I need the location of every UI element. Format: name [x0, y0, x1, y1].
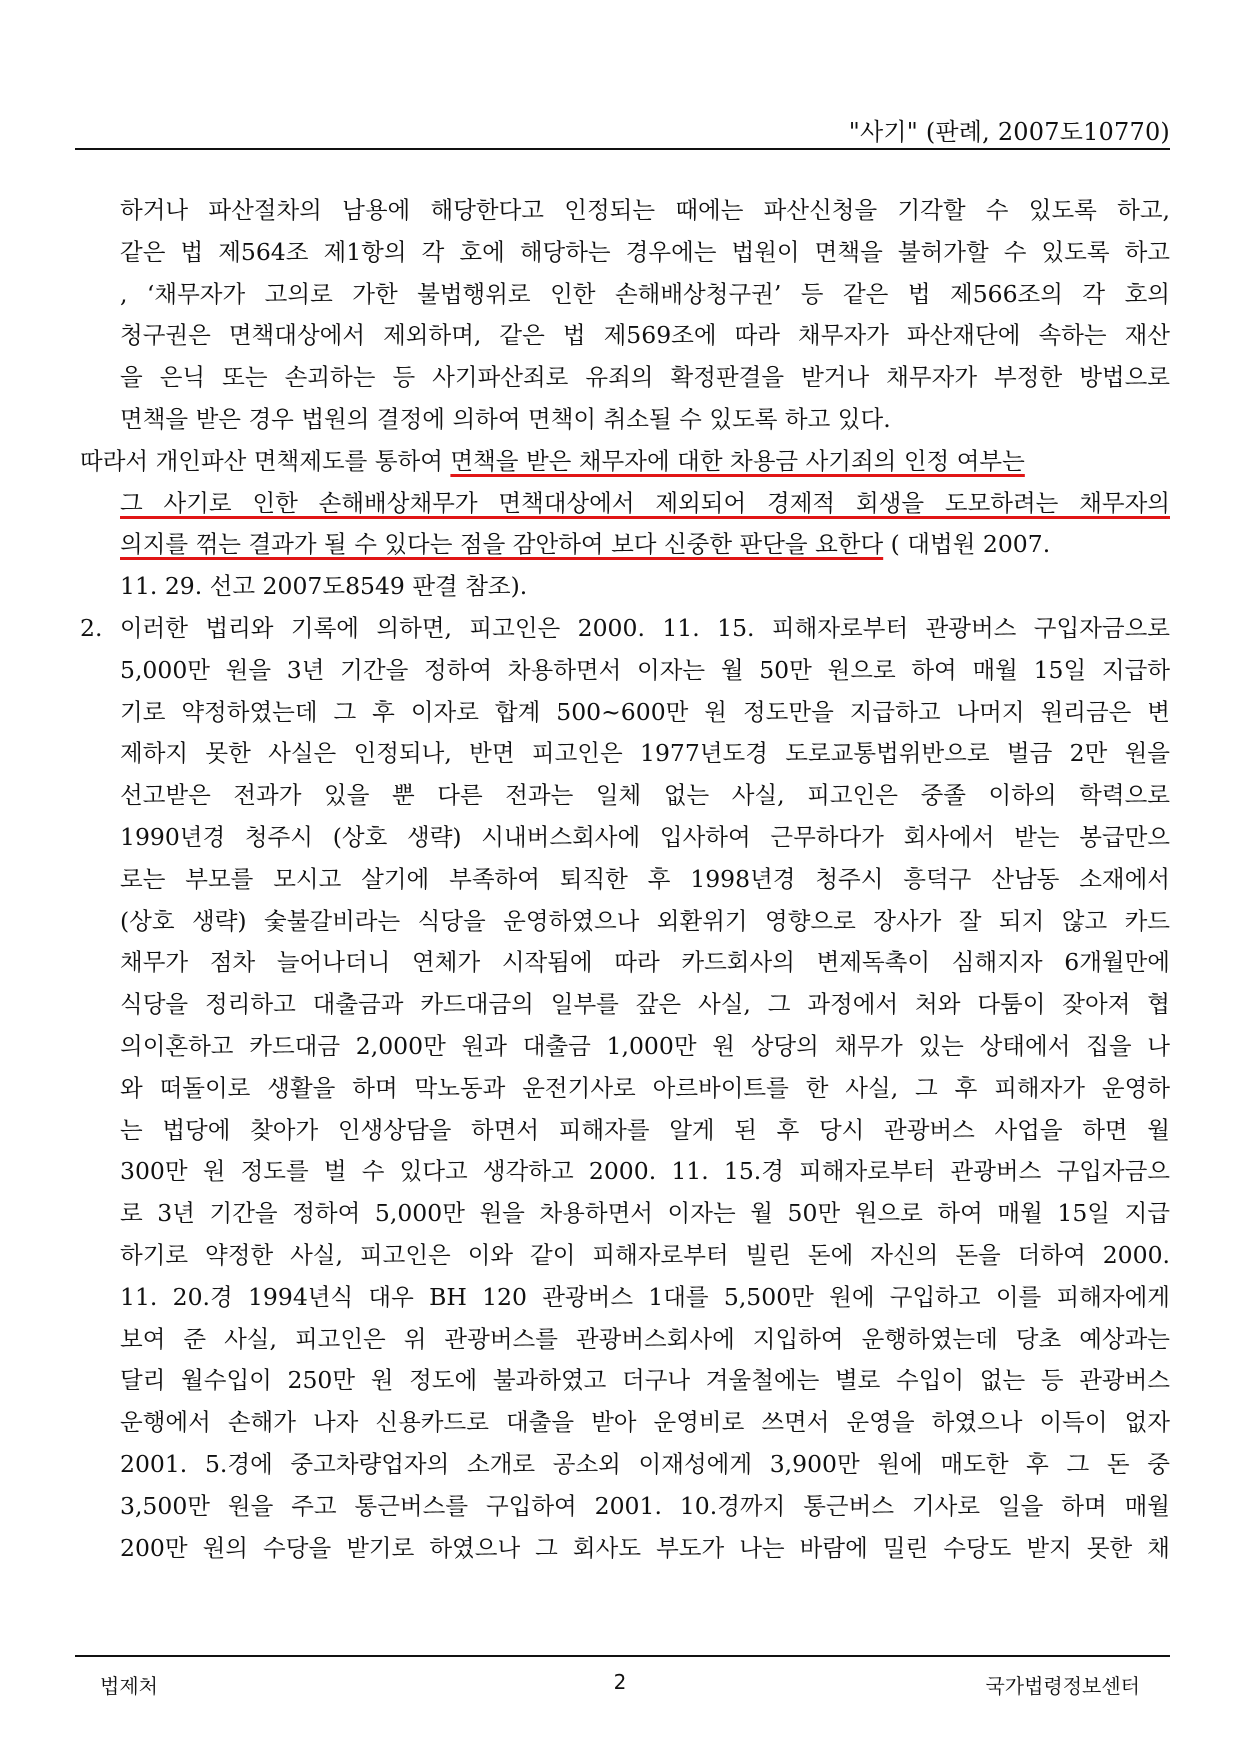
- text-line: 하거나 파산절차의 남용에 해당한다고 인정되는 때에는 파산신청을 기각할 수 있도록 하고,: [120, 196, 1170, 224]
- header-divider: [75, 148, 1170, 150]
- text-line: 같은 법 제564조 제1항의 각 호에 해당하는 경우에는 법원이 면책을 불허가할 수 있도록 하고: [120, 237, 1170, 266]
- text-line: 와 떠돌이로 생활을 하며 막노동과 운전기사로 아르바이트를 한 사실, 그 후 피해자가 운영하: [120, 1073, 1170, 1102]
- text-segment: 따라서 개인파산 면책제도를 통하여: [80, 446, 451, 475]
- text-line: 11. 20.경 1994년식 대우 BH 120 관광버스 1대를 5,500만 원에 구입하고 이를 피해자에게: [120, 1282, 1170, 1311]
- page-number: 2: [613, 1670, 627, 1694]
- underlined-text: 면책을 받은 채무자에 대한 차용금 사기죄의 인정 여부는: [450, 446, 1025, 475]
- text-line: 달리 월수입이 250만 원 정도에 불과하였고 더구나 겨울철에는 별로 수입이 없는 등 관광버스: [120, 1366, 1170, 1395]
- text-line: 는 법당에 찾아가 인생상담을 하면서 피해자를 알게 된 후 당시 관광버스 사업을 하면 월: [120, 1115, 1170, 1144]
- text-line: 하기로 약정한 사실, 피고인은 이와 같이 피해자로부터 빌린 돈에 자신의 돈을 더하여 2000.: [120, 1240, 1170, 1269]
- text-line: 11. 29. 선고 2007도8549 판결 참조).: [120, 572, 528, 601]
- text-line: 300만 원 정도를 벌 수 있다고 생각하고 2000. 11. 15.경 피해자로부터 관광버스 구입자금으: [120, 1157, 1170, 1186]
- text-line: 5,000만 원을 3년 기간을 정하여 차용하면서 이자는 월 50만 원으로 하여 매월 15일 지급하: [120, 655, 1170, 684]
- text-line: 제하지 못한 사실은 인정되나, 반면 피고인은 1977년도경 도로교통법위반으로 벌금 2만 원을: [120, 739, 1170, 768]
- underlined-text: 의지를 꺾는 결과가 될 수 있다는 점을 감안하여 보다 신중한 판단을 요한다: [120, 530, 884, 559]
- text-line: 청구권은 면책대상에서 제외하며, 같은 법 제569조에 따라 채무자가 파산재단에 속하는 재산: [120, 321, 1170, 350]
- text-line: 로는 부모를 모시고 살기에 부족하여 퇴직한 후 1998년경 청주시 흥덕구 산남동 소재에서: [120, 864, 1170, 893]
- text-line-with-highlight: [80, 483, 1170, 525]
- text-line: 채무가 점차 늘어나더니 연체가 시작됨에 따라 카드회사의 변제독촉이 심해지자 6개월만에: [120, 948, 1170, 977]
- text-line: 2001. 5.경에 중고차량업자의 소개로 공소외 이재성에게 3,900만 원에 매도한 후 그 돈 중: [120, 1449, 1170, 1478]
- text-line: 운행에서 손해가 나자 신용카드로 대출을 받아 운영비로 쓰면서 운영을 하였으나 이득이 없자: [120, 1408, 1170, 1437]
- text-line: 면책을 받은 경우 법원의 결정에 의하여 면책이 취소될 수 있도록 하고 있다.: [120, 404, 891, 433]
- text-line: 보여 준 사실, 피고인은 위 관광버스를 관광버스회사에 지입하여 운행하였는데 당초 예상과는: [120, 1324, 1170, 1353]
- numbered-paragraph-start: 2. 이러한 법리와 기록에 의하면, 피고인은 2000. 11. 15. 피해자로부터 관광버스 구입자금으로: [80, 613, 1170, 642]
- text-line-with-highlight: [80, 524, 1170, 566]
- text-line: 의이혼하고 카드대금 2,000만 원과 대출금 1,000만 원 상당의 채무가 있는 상태에서 집을 나: [120, 1031, 1170, 1060]
- text-line: 1990년경 청주시 (상호 생략) 시내버스회사에 입사하여 근무하다가 회사에서 받는 봉급만으: [120, 822, 1170, 851]
- document-body: [80, 190, 1170, 1569]
- text-line: 을 은닉 또는 손괴하는 등 사기파산죄로 유죄의 확정판결을 받거나 채무자가 부정한 방법으로: [120, 363, 1170, 392]
- footer-source: 국가법령정보센터: [985, 1674, 1140, 1698]
- underlined-text: 그 사기로 인한 손해배상채무가 면책대상에서 제외되어 경제적 회생을 도모하려는 채무자의: [120, 488, 1170, 517]
- text-line: 식당을 정리하고 대출금과 카드대금의 일부를 갚은 사실, 그 과정에서 처와 다툼이 잦아져 협: [120, 990, 1170, 1019]
- text-line: 3,500만 원을 주고 통근버스를 구입하여 2001. 10.경까지 통근버스 기사로 일을 하며 매월: [120, 1491, 1170, 1520]
- footer-divider: [75, 1655, 1170, 1657]
- document-header-title: "사기" (판례, 2007도10770): [848, 118, 1170, 146]
- text-line: (상호 생략) 숯불갈비라는 식당을 운영하였으나 외환위기 영향으로 장사가 잘 되지 않고 카드: [120, 906, 1170, 935]
- footer-publisher: 법제처: [100, 1674, 158, 1698]
- text-line: 기로 약정하였는데 그 후 이자로 합계 500~600만 원 정도만을 지급하고 나머지 원리금은 변: [120, 697, 1170, 726]
- text-segment: ( 대법원 2007.: [883, 530, 1051, 559]
- text-line: 선고받은 전과가 있을 뿐 다른 전과는 일체 없는 사실, 피고인은 중졸 이하의 학력으로: [120, 781, 1170, 810]
- text-line: 200만 원의 수당을 받기로 하였으나 그 회사도 부도가 나는 바람에 밀린 수당도 받지 못한 채: [120, 1533, 1170, 1562]
- text-line: , ‘채무자가 고의로 가한 불법행위로 인한 손해배상청구권’ 등 같은 법 제566조의 각 호의: [120, 279, 1170, 308]
- text-line-with-highlight: [80, 441, 1170, 483]
- text-line: 로 3년 기간을 정하여 5,000만 원을 차용하면서 이자는 월 50만 원으로 하여 매월 15일 지급: [120, 1199, 1170, 1228]
